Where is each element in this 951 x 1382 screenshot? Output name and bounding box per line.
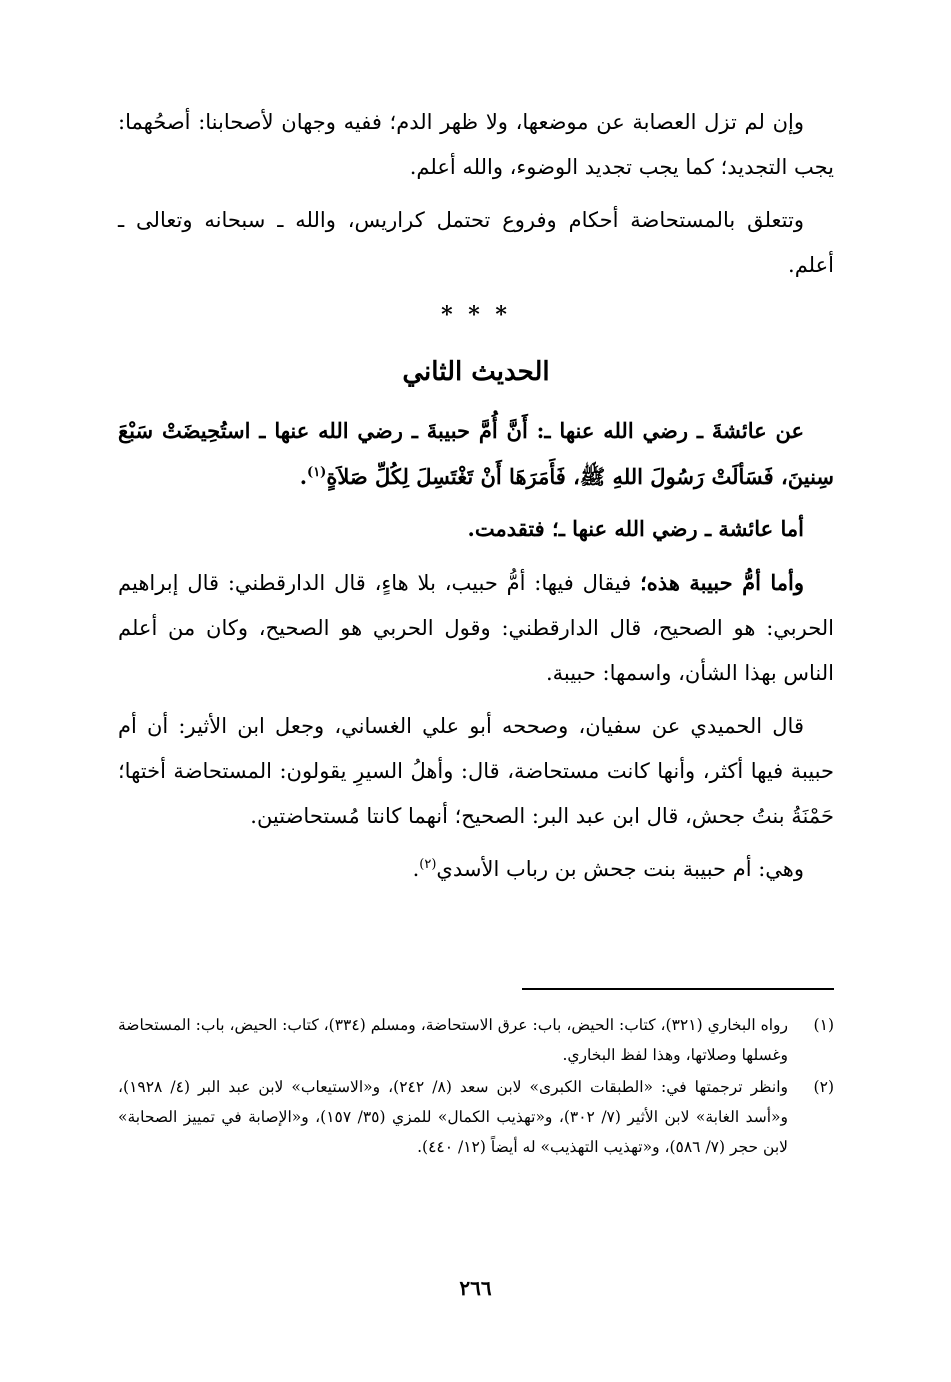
footnote-number: (١) — [813, 1016, 834, 1034]
paragraph-3-text: أما عائشة ـ رضي الله عنها ـ؛ فتقدمت. — [467, 516, 804, 541]
footnotes — [118, 1010, 834, 1164]
footnote-divider — [522, 988, 834, 990]
paragraph-6-text: وهي: أم حبيبة بنت جحش بن رباب الأسدي — [436, 857, 804, 881]
paragraph-6-end: . — [412, 857, 420, 881]
footnote-2 — [118, 1072, 834, 1162]
section-separator: * * * — [441, 302, 511, 328]
hadith-text — [118, 408, 834, 500]
paragraph-6 — [118, 847, 834, 892]
paragraph-5: قال الحميدي عن سفيان، وصححه أبو علي الغساني، وجعل ابن الأثير: أن أم حبيبة فيها أكثر، وأنها كانت مستحاضة، قال: وأهلُ السيرِ يقولون: المستحاضة أختها؛ حَمْنَةُ بنتُ جحش، قال ابن عبد البر: الصحيح؛ أنهما كانتا مُستحاضتين. — [118, 714, 834, 828]
paragraph-4 — [118, 560, 834, 696]
footnote-text: وانظر ترجمتها في: «الطبقات الكبرى» لابن سعد (٨/ ٢٤٢)، و«الاستيعاب» لابن عبد البر (٤/ ١٩٢٨)، و«أسد الغابة» لابن الأثير (٧/ ٣٠٢)، و«تهذيب الكمال» للمزي (٣٥/ ١٥٧)، و«الإصابة في تمييز الصحابة» لابن حجر (٧/ ٥٨٦)، و«تهذيب التهذيب» له أيضاً (١٢/ ٤٤٠). — [118, 1078, 788, 1156]
page-body — [118, 100, 834, 900]
footnote-ref-2: (٢) — [419, 857, 437, 872]
paragraph-1: وإن لم تزل العصابة عن موضعها، ولا ظهر الدم؛ ففيه وجهان لأصحابنا: أصحُهما: يجب التجديد؛ كما يجب تجديد الوضوء، والله أعلم. — [118, 110, 834, 179]
section-heading: الحديث الثاني — [402, 357, 550, 387]
page-number: ٢٦٦ — [459, 1276, 492, 1300]
hadith-body: عن عائشةَ ـ رضي الله عنها ـ: أَنَّ أُمَّ حبيبةَ ـ رضي الله عنها ـ استُحِيضَتْ سَبْعَ سِنينَ، فَسَألَتْ رَسُولَ اللهِ ﷺ، فَأَمَرَهَا أَنْ تَغْتَسِلَ لِكُلِّ صَلاَةٍ — [118, 418, 834, 489]
footnote-ref-1: (١) — [307, 465, 327, 480]
paragraph-3 — [118, 506, 834, 552]
footnote-1 — [118, 1010, 834, 1070]
footnote-text: رواه البخاري (٣٢١)، كتاب: الحيض، باب: عرق الاستحاضة، ومسلم (٣٣٤)، كتاب: الحيض، باب: المستحاضة وغسلها وصلاتها، وهذا لفظ البخاري. — [118, 1016, 788, 1064]
paragraph-4-rest: فيقال فيها: أمُّ حبيب، بلا هاءٍ، قال الدارقطني: قال إبراهيم الحربي: هو الصحيح، قال الدارقطني: وقول الحربي هو الصحيح، وكان من أعلم الناس بهذا الشأن، واسمها: حبيبة. — [118, 571, 834, 685]
footnote-number: (٢) — [813, 1078, 834, 1096]
paragraph-2: وتتعلق بالمستحاضة أحكام وفروع تحتمل كراريس، والله ـ سبحانه وتعالى ـ أعلم. — [118, 208, 834, 277]
hadith-end: . — [299, 464, 308, 489]
paragraph-4-lead: وأما أمُّ حبيبة هذه؛ — [640, 570, 804, 595]
